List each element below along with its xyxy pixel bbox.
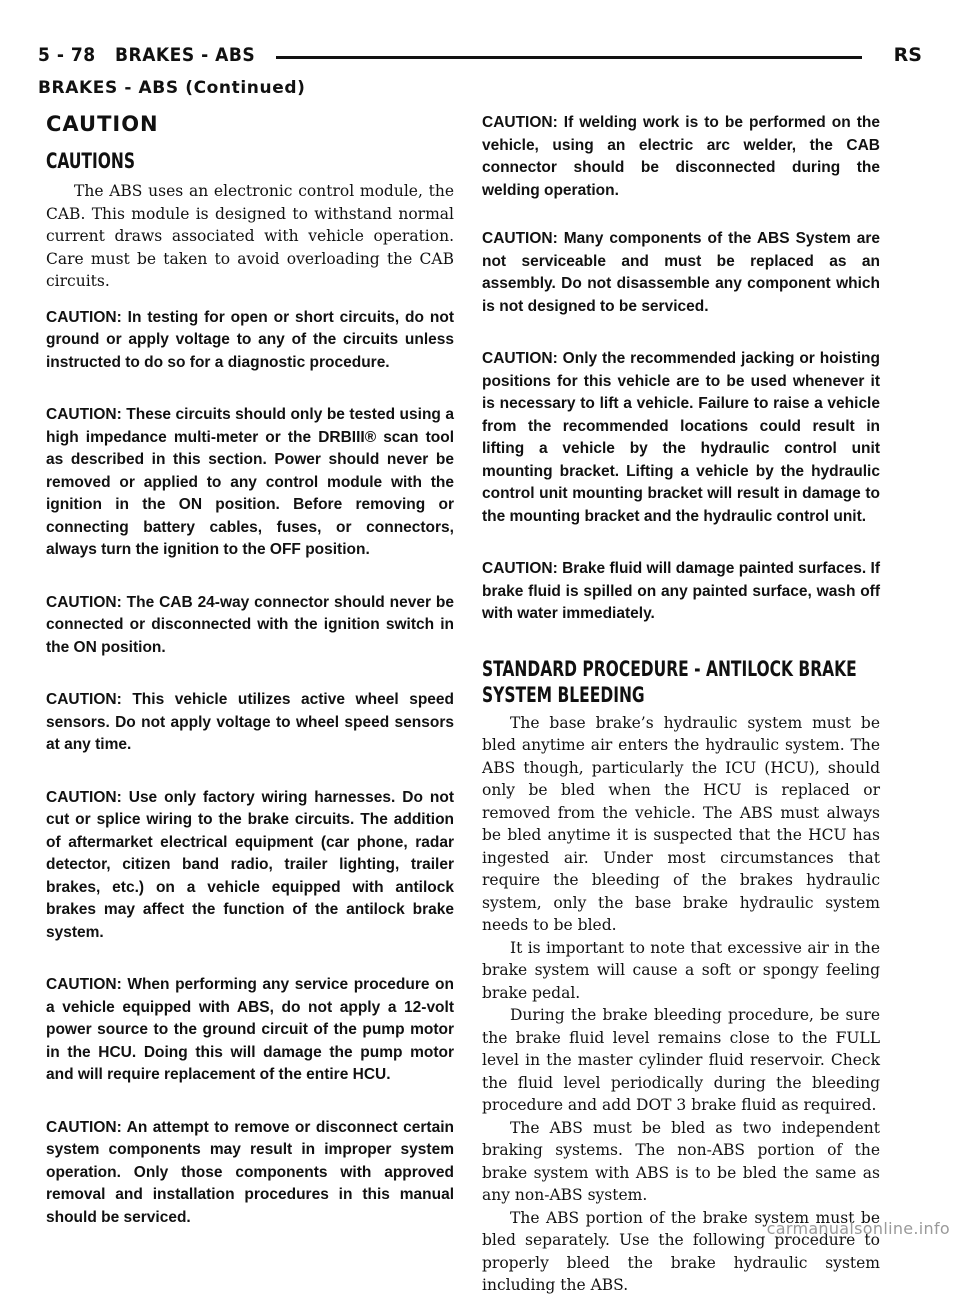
section-code: RS [893, 44, 922, 66]
cautions-heading: CAUTIONS [46, 149, 136, 173]
caution-jacking: CAUTION: Only the recommended jacking or hoisting positions for this vehicle are to be used whenever it is necessary to lift a vehicle. Failure to raise a vehicle from the recommended locations could result in lifting a vehicle by the hydraulic control unit mounting bracket. Lifting a vehicle by the hydraulic control unit mounting bracket will result in damage to the mounting bracket and the hydraulic control unit. [482, 350, 880, 525]
caution-serviceable: CAUTION: Many components of the ABS System are not serviceable and must be replaced as an assembly. Do not disassemble any component which is not designed to be serviced. [482, 230, 880, 315]
bleeding-paragraph-1: The base brake’s hydraulic system must be bled anytime air enters the hydraulic system. The ABS though, particularly the ICU (HCU), should only be bled when the HCU is replaced or removed from the vehicle. The ABS must always be bled anytime it is suspected that the HCU has ingested air. Under most circumstances that require the bleeding of the brakes hydraulic system, only the base brake hydraulic system needs to be bled. [482, 713, 880, 934]
left-column [46, 108, 454, 1229]
continued-title: BRAKES - ABS (Continued) [38, 78, 306, 98]
bleeding-paragraph-5: The ABS portion of the brake system must be bled separately. Use the following procedure to properly bleed the brake hydraulic system including the ABS. [482, 1208, 880, 1294]
caution-brake-fluid: CAUTION: Brake fluid will damage painted surfaces. If brake fluid is spilled on any painted surface, wash off with water immediately. [482, 560, 880, 622]
bleeding-paragraph-3: During the brake bleeding procedure, be sure the brake fluid level remains close to the FULL level in the master cylinder fluid reservoir. Check the fluid level periodically during the bleeding procedure and add DOT 3 brake fluid as required. [482, 1006, 880, 1114]
caution-welding: CAUTION: If welding work is to be performed on the vehicle, using an electric arc welder, the CAB connector should be disconnected during the welding operation. [482, 114, 880, 199]
caution-test-circuits: CAUTION: These circuits should only be tested using a high impedance multi-meter or the DRBIII® scan tool as described in this section. Power should never be removed or applied to any control module with the ignition in the ON position. Before removing or connecting battery cables, fuses, or connectors, always turn the ignition to the OFF position. [46, 406, 454, 558]
procedure-heading-line2: SYSTEM BLEEDING [482, 682, 645, 707]
caution-wheel-sensors: CAUTION: This vehicle utilizes active wheel speed sensors. Do not apply voltage to wheel speed sensors at any time. [46, 691, 454, 753]
caution-components: CAUTION: An attempt to remove or disconnect certain system components may result in improper system operation. Only those components with approved removal and installation procedures in this manual should be serviced. [46, 1118, 454, 1226]
right-column [482, 112, 880, 1297]
procedure-heading-line1: STANDARD PROCEDURE - ANTILOCK BRAKE [482, 656, 857, 681]
header-rule [276, 56, 862, 59]
caution-open-short: CAUTION: In testing for open or short circuits, do not ground or apply voltage to any of the circuits unless instructed to do so for a diagnostic procedure. [46, 308, 454, 371]
intro-paragraph: The ABS uses an electronic control module, the CAB. This module is designed to withstand normal current draws associated with vehicle operation. Care must be taken to avoid overloading the CAB circuits. [46, 182, 454, 290]
procedure-heading [482, 656, 857, 708]
caution-wiring-harness: CAUTION: Use only factory wiring harnesses. Do not cut or splice wiring to the brake circuits. The addition of aftermarket electrical equipment (car phone, radar detector, citizen band radio, trailer lighting, trailer brakes, etc.) on a vehicle equipped with antilock brakes may affect the function of the antilock brake system. [46, 788, 454, 941]
watermark: carmanualsonline.info [766, 1219, 950, 1238]
page-reference: 5 - 78 BRAKES - ABS [38, 44, 256, 66]
caution-power-source: CAUTION: When performing any service procedure on a vehicle equipped with ABS, do not apply a 12-volt power source to the ground circuit of the pump motor in the HCU. Doing this will damage the pump motor and will require replacement of the entire HCU. [46, 976, 454, 1083]
page-header [38, 44, 922, 68]
bleeding-paragraph-4: The ABS must be bled as two independent braking systems. The non-ABS portion of the brake system with ABS is to be bled the same as any non-ABS system. [482, 1118, 880, 1204]
caution-cab-connector: CAUTION: The CAB 24-way connector should never be connected or disconnected with the ignition switch in the ON position. [46, 593, 454, 656]
caution-heading: CAUTION [46, 112, 159, 136]
bleeding-paragraph-2: It is important to note that excessive air in the brake system will cause a soft or spongy feeling brake pedal. [482, 938, 880, 1002]
